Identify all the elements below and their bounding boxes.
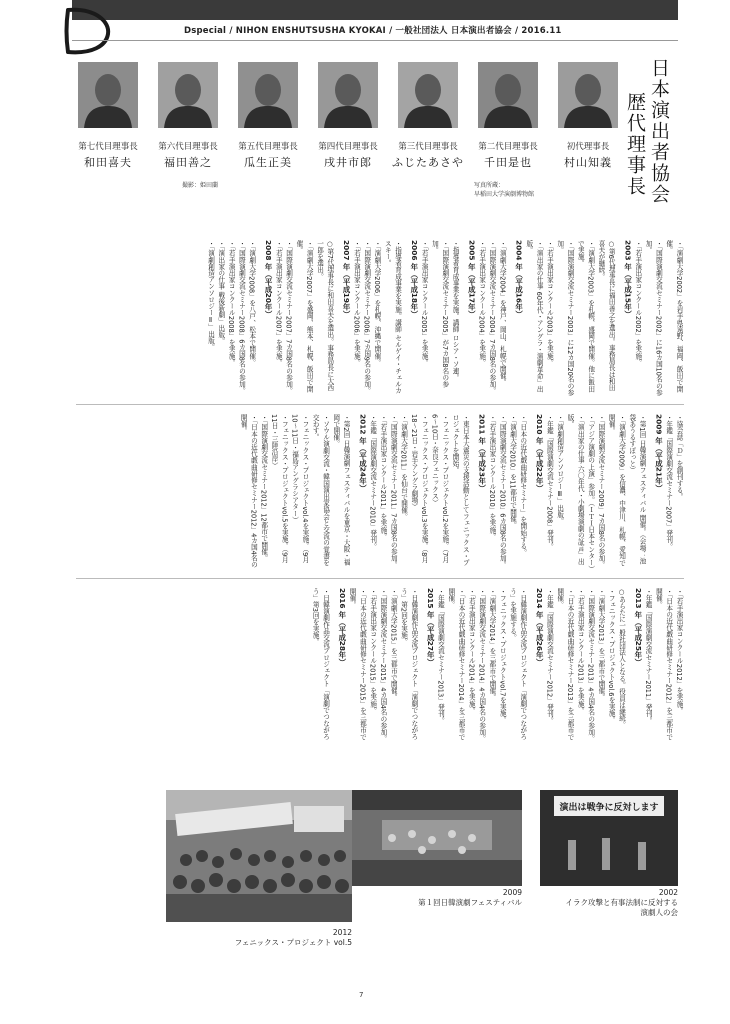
timeline-entry: ・東日本大震災の支援活動としてフェニックス・プロジェクトを開始。 xyxy=(451,414,470,566)
timeline-entry: ・指導者育成事業を実施。講師 セルゲイ・チェルカスキー。 xyxy=(383,240,402,394)
timeline-entry: ・日韓演劇作品交流プロジェクト「演劇でつながろう」第3回を実施。 xyxy=(311,588,330,740)
timeline-entry: ・「若手演出家コンクール2007」を実施。 xyxy=(274,240,283,366)
photographer-credit: 撮影：姫田蘭 xyxy=(182,182,219,189)
timeline-year: 2016 年（平成28年） xyxy=(337,588,347,666)
timeline-year: 2014 年（平成26年） xyxy=(535,588,545,666)
chairman-role: 第三代目理事長 xyxy=(398,142,458,152)
timeline-entry: ・「若手演出家コンクール2015」を実施。 xyxy=(368,588,377,714)
timeline-year: 2004 年（平成16年） xyxy=(514,240,524,318)
timeline-entry: ・「国際演劇交流セミナー2014」4カ国4名の参加。 xyxy=(477,588,486,742)
timeline-entry: ・「国際演劇交流セミナー2005」が7カ国8名の参加。 xyxy=(430,240,449,388)
chairman-name: 和田喜夫 xyxy=(84,156,132,169)
timeline-entry: ・「若手演出家コンクール2005」を実施。 xyxy=(420,240,429,366)
chairman-name: 瓜生正美 xyxy=(244,156,292,169)
timeline-entry: ○あらたに一般社団法人となる。役員は継続。 xyxy=(617,588,626,728)
page-number: 7 xyxy=(359,991,364,999)
timeline-year: 2015 年（平成27年） xyxy=(426,588,436,666)
timeline-block-2 xyxy=(76,414,684,573)
timeline-entry: ・「演劇創造アンソロジーⅢ」出版。 xyxy=(555,414,564,525)
timeline-entry: ・「日本の近代戯曲研修セミナー2013」を三都市で開催。 xyxy=(555,588,575,741)
timeline-entry: ・年鑑「国際演劇交流セミナー2007」発刊。 xyxy=(664,414,673,550)
timeline-entry: ・第2回 日韓演劇フェスティバルを東京・大阪・福岡で開催。 xyxy=(331,414,351,566)
timeline-entry: ・「演劇創造アンソロジーⅡ」出版。 xyxy=(206,240,215,351)
timeline-entry: ・フェニックス・プロジェクトvol.2を実施。（7月6〜10日・奈良フェニックス） xyxy=(430,414,449,563)
photo-title-2012: フェニックス・プロジェクト vol.5 xyxy=(234,938,352,947)
timeline-year: 2009 年（平成21年） xyxy=(654,414,664,492)
timeline-entry: ・「演出家の仕事 六〇年代・小劇場演劇の証言」出版。 xyxy=(566,414,585,565)
timeline-entry: ・「日本の近代戯曲研修セミナー2012」4カ国4名の開催。 xyxy=(239,414,258,568)
timeline-entry: ・「国際演劇交流セミナー2015」4カ国4名の参加。 xyxy=(378,588,387,742)
photo-source-name: 早稲田大学演劇博物館 xyxy=(474,191,535,198)
timeline-entry: ・「国際演劇交流セミナー2009」7カ国8名の参加。 xyxy=(596,414,605,568)
timeline-entry: ・協会誌「Ｄ」を創刊する。 xyxy=(675,414,683,500)
timeline-entry: ・「演劇大学2003」を札幌、盛岡で開催。他に飯田で実施。 xyxy=(576,240,595,393)
d-logo-icon xyxy=(56,4,114,56)
timeline-entry: ・年鑑「国際演劇交流セミナー2011」発刊。 xyxy=(644,588,653,724)
photo-caption-2002 xyxy=(540,888,678,918)
timeline-entry: ・「国際演劇交流セミナー2008」6カ国8名の参加。 xyxy=(237,240,246,394)
timeline-year: 2010 年（平成22年） xyxy=(535,414,545,492)
timeline-entry: ・「若手演出家コンクール2008」を実施。 xyxy=(227,240,236,366)
timeline-entry: ○第6代理事長に福田善之を選出。事務局長は和田喜夫が継続。 xyxy=(596,240,616,391)
timeline-year: 2008 年（平成20年） xyxy=(264,240,274,318)
timeline-year: 2013 年（平成25年） xyxy=(633,588,643,666)
chairman-portrait xyxy=(558,62,618,128)
timeline-entry: ・「若手演出家コンクール2002」を実施。 xyxy=(633,240,642,366)
chairman-portrait xyxy=(158,62,218,128)
title-line2: 歴代理事長 xyxy=(624,92,646,197)
timeline-year: 2007 年（平成19年） xyxy=(342,240,352,318)
timeline-entry: ・日韓演劇作品交流プロジェクト「演劇でつながろう」を実施する。 xyxy=(508,588,527,740)
timeline-entry: ・「国際演劇交流セミナー2013」4カ国4名の参加。 xyxy=(586,588,595,742)
title-line1: 日本演出者協会 xyxy=(648,58,670,205)
timeline-entry: ・「国際演劇交流セミナー2011」7カ国8名の参加。 xyxy=(389,414,398,568)
timeline-entry: ・日韓演劇作品交流プロジェクト「演劇でつながろう」第2回を実施。 xyxy=(399,588,418,740)
chairman-name: ふじたあさや xyxy=(392,156,464,169)
photo-title-2002-line1: イラク攻撃と有事法制に反対する xyxy=(565,898,678,907)
timeline-entry: ・「演劇大学2007」を盛岡、熊本、札幌、飯田で開催。 xyxy=(294,240,314,393)
timeline-entry: ・年鑑「国際演劇交流セミナー2010」発刊。 xyxy=(368,414,377,550)
timeline-entry: ・「国際演劇交流セミナー2007」7カ国8名の参加。 xyxy=(284,240,293,394)
header-rule xyxy=(72,40,678,41)
header-text: Dspecial / NIHON ENSHUTSUSHA KYOKAI / 一般社団法人 日本演出者協会 / 2016.11 xyxy=(184,26,562,36)
chairman-role: 初代理事長 xyxy=(566,142,610,152)
timeline-entry: ・「演出家の仕事 戦後新劇」出版。 xyxy=(216,240,225,345)
timeline-entry: ・「日本の近代戯曲研修セミナー2015」を三都市で開催。 xyxy=(348,588,367,741)
timeline-entry: ・年鑑「国際演劇交流セミナー2012」発刊。 xyxy=(545,588,554,724)
timeline-entry: ・「国際演劇交流セミナー2003」に12カ国20名の参加。 xyxy=(555,240,575,396)
timeline-entry: ・「若手演出家コンクール2014」を実施。 xyxy=(467,588,476,714)
timeline-entry: ・「演出家の仕事 60年代・アングラ・演劇革命」出版。 xyxy=(524,240,544,393)
chairman-role: 第二代目理事長 xyxy=(478,142,538,152)
photo-caption-2009 xyxy=(382,888,522,908)
chairman-name: 村山知義 xyxy=(564,156,612,169)
timeline-entry: ・「演劇大学2002」を岩手県遠野、福岡、飯田で開催。 xyxy=(664,240,683,393)
photo-title-2009: 第１回日韓演劇フェスティバル xyxy=(418,898,522,907)
timeline-entry: ・フェニックス・プロジェクトvol.6を実施。 xyxy=(607,588,616,723)
timeline-entry: ・「国際演劇交流セミナー2002」に16カ国10名の参加。 xyxy=(644,240,663,396)
chairman-portrait xyxy=(478,62,538,128)
timeline-entry: ・「国際演劇交流セミナー2004」7カ国8名の参加。 xyxy=(487,240,496,394)
chairman-portrait xyxy=(78,62,138,128)
timeline-entry: ・年鑑「国際演劇交流セミナー2013」発刊。 xyxy=(436,588,445,724)
timeline-entry: ・ソウル演劇交流・韓国演出家協会と交流の覚書を交わす。 xyxy=(311,414,330,566)
timeline-year: 2003 年（平成15年） xyxy=(623,240,633,318)
timeline-block-1 xyxy=(76,240,684,396)
chairman-name: 戌井市郎 xyxy=(324,156,372,169)
timeline-entry: ・「演劇大学2014」を三都市で開催。 xyxy=(487,588,496,701)
timeline-entry: ・「演劇大学2004」を神戸、岡山、札幌で開催。 xyxy=(498,240,507,386)
photo-year-2002: 2002 xyxy=(658,888,678,897)
photo-title-2002-line2: 演劇人の会 xyxy=(640,908,678,917)
chairman-portrait xyxy=(398,62,458,128)
timeline-entry: ・フェニックス・プロジェクトvol.3を実施。（8月18〜21日・岩手アングラ劇場） xyxy=(409,414,429,563)
timeline-entry: ・「若手演出家コンクール2012」を実施。 xyxy=(675,588,683,714)
timeline-year: 2005 年（平成17年） xyxy=(467,240,477,318)
chairman-name: 福田善之 xyxy=(164,156,212,169)
timeline-entry: ・「若手演出家コンクール2006」を実施。 xyxy=(352,240,361,366)
timeline-entry: ・「演劇大学2008」を八戸、松本で開催。 xyxy=(247,240,256,366)
timeline-entry: ・「演劇大学2009」を信濃、中津川、札幌、愛知で開催。 xyxy=(607,414,626,567)
timeline-entry: ・第1回 日韓演劇フェスティバル 開催。（会場：池袋あうるすぽっと） xyxy=(627,414,647,565)
photo-phoenix-project xyxy=(166,790,352,922)
photo-year-2012: 2012 xyxy=(332,928,352,937)
timeline-entry: ・「若手演出家コンクール2011」を実施。 xyxy=(378,414,387,540)
photo-year-2009: 2009 xyxy=(502,888,522,897)
timeline-entry: ・「国際演劇交流セミナー2006」7カ国9名の参加。 xyxy=(362,240,371,394)
timeline-entry: ・「若手演出家コンクール2013」を実施。 xyxy=(576,588,585,714)
timeline-entry: ・「演劇大学2006」を札幌、沖縄で開催。 xyxy=(372,240,381,366)
timeline-entry: ・「国際演劇交流セミナー2012」12都市で開催。 xyxy=(259,414,268,562)
chairman-portrait xyxy=(238,62,298,128)
timeline-entry: ・「若手演出家コンクール2010」を実施。 xyxy=(487,414,496,540)
timeline-entry: ・「日本の近代戯曲研修セミナー」を開始する。 xyxy=(518,414,527,556)
timeline-entry: ・「若手演出家コンクール2004」を実施。 xyxy=(477,240,486,366)
timeline-entry: ・「演劇大学2011」を仙台で開催。 xyxy=(399,414,408,520)
header-bar xyxy=(72,0,678,20)
photo-korea-japan-festival xyxy=(352,790,522,886)
photo-caption-2012 xyxy=(228,928,352,948)
timeline-entry: ・「日本の近代戯曲研修セミナー2014」を三都市で開催。 xyxy=(446,588,466,741)
timeline-entry: ・「国際演劇交流セミナー2010」6カ国8名の参加。 xyxy=(498,414,507,568)
timeline-entry: ・「演劇大学2013」を三都市で開催。 xyxy=(596,588,605,701)
anti-war-banner-text: 演出は戦争に反対します xyxy=(559,803,659,813)
timeline-entry: ・「日本の近代戯曲研修セミナー2012」を三都市で開催。 xyxy=(654,588,673,741)
divider-1 xyxy=(76,404,684,405)
timeline-year: 2012 年（平成24年） xyxy=(358,414,368,492)
chairman-name: 千田是也 xyxy=(484,156,532,169)
timeline-entry: ・「アジア演劇の上演」参加。（ＩＴＩ日本センター） xyxy=(586,414,595,573)
chairman-role: 第五代目理事長 xyxy=(238,142,298,152)
timeline-year: 2011 年（平成23年） xyxy=(477,414,487,492)
photo-source-label: 写真所蔵： xyxy=(474,182,505,189)
timeline-entry: ・「演劇大学2015」を三都市で開催。 xyxy=(389,588,398,701)
chairman-role: 第六代目理事長 xyxy=(158,142,218,152)
timeline-entry: ・フェニックス・プロジェクトvol.7を実施。 xyxy=(498,588,507,723)
divider-2 xyxy=(76,578,684,579)
chairman-role: 第四代目理事長 xyxy=(318,142,378,152)
timeline-entry: ・「演劇大学2010」を11都市で開催。 xyxy=(508,414,517,529)
timeline-entry: ・フェニックス・プロジェクトvol.4を実施。（9月10〜11日・福島アングラシアター） xyxy=(290,414,309,563)
timeline-entry: ・フェニックス・プロジェクトvol.5を実施。（9月11日・三陸沿岸） xyxy=(270,414,289,563)
timeline-year: 2006 年（平成18年） xyxy=(409,240,419,318)
timeline-entry: ・指導者育成事業を実施。講師 ロシア・ソ連。 xyxy=(451,240,460,381)
timeline-entry: ・年鑑「国際演劇交流セミナー2008」発刊。 xyxy=(545,414,554,550)
timeline-block-3 xyxy=(76,588,684,744)
photo-anti-war-meeting xyxy=(540,790,678,886)
timeline-entry: ・「若手演出家コンクール2003」を実施。 xyxy=(545,240,554,366)
chairman-portrait xyxy=(318,62,378,128)
chairman-role: 第七代目理事長 xyxy=(78,142,138,152)
timeline-entry: ○第7代理事長に和田喜夫を選出。事務局長に大西一郎を選出。 xyxy=(315,240,334,391)
